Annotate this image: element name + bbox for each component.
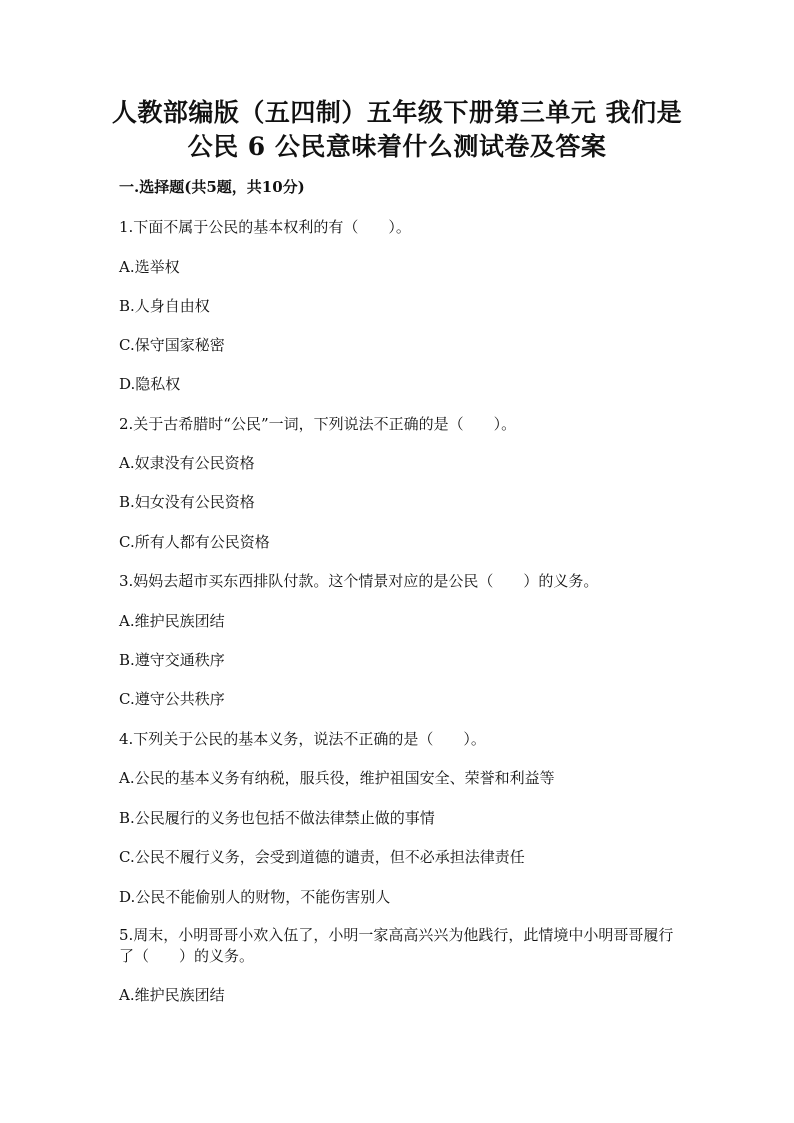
question-2-option-c: C.所有人都有公民资格 xyxy=(119,533,270,551)
question-1-option-a: A.选举权 xyxy=(119,258,180,276)
question-1-option-d: D.隐私权 xyxy=(119,375,181,393)
question-2-option-a: A.奴隶没有公民资格 xyxy=(119,454,255,472)
question-1-option-c: C.保守国家秘密 xyxy=(119,336,225,354)
question-5-stem: 5.周末，小明哥哥小欢入伍了，小明一家高高兴兴为他践行，此情境中小明哥哥履行了（ ）的义务。 xyxy=(119,926,674,965)
document-title-line-1: 人教部编版（五四制）五年级下册第三单元 我们是 xyxy=(111,98,683,127)
question-1-option-b: B.人身自由权 xyxy=(119,297,210,315)
question-4-option-a: A.公民的基本义务有纳税，服兵役，维护祖国安全、荣誉和利益等 xyxy=(119,769,555,787)
question-5-option-a: A.维护民族团结 xyxy=(119,986,225,1004)
question-3-stem: 3.妈妈去超市买东西排队付款。这个情景对应的是公民（ ）的义务。 xyxy=(119,572,599,590)
question-4-option-c: C.公民不履行义务，会受到道德的谴责，但不必承担法律责任 xyxy=(119,848,525,866)
question-4-option-b: B.公民履行的义务也包括不做法律禁止做的事情 xyxy=(119,809,435,827)
question-4-stem: 4.下列关于公民的基本义务，说法不正确的是（ ）。 xyxy=(119,730,486,748)
question-3-option-c: C.遵守公共秩序 xyxy=(119,690,225,708)
section-heading: 一.选择题(共5题，共10分) xyxy=(119,178,305,196)
question-4-option-d: D.公民不能偷别人的财物，不能伤害别人 xyxy=(119,888,391,906)
question-1-stem: 1.下面不属于公民的基本权利的有（ ）。 xyxy=(119,218,411,236)
question-3-option-a: A.维护民族团结 xyxy=(119,612,225,630)
question-3-option-b: B.遵守交通秩序 xyxy=(119,651,225,669)
question-2-option-b: B.妇女没有公民资格 xyxy=(119,493,255,511)
document-title-line-2: 公民 6 公民意味着什么测试卷及答案 xyxy=(187,132,607,161)
question-2-stem: 2.关于古希腊时“公民”一词，下列说法不正确的是（ ）。 xyxy=(119,415,517,433)
